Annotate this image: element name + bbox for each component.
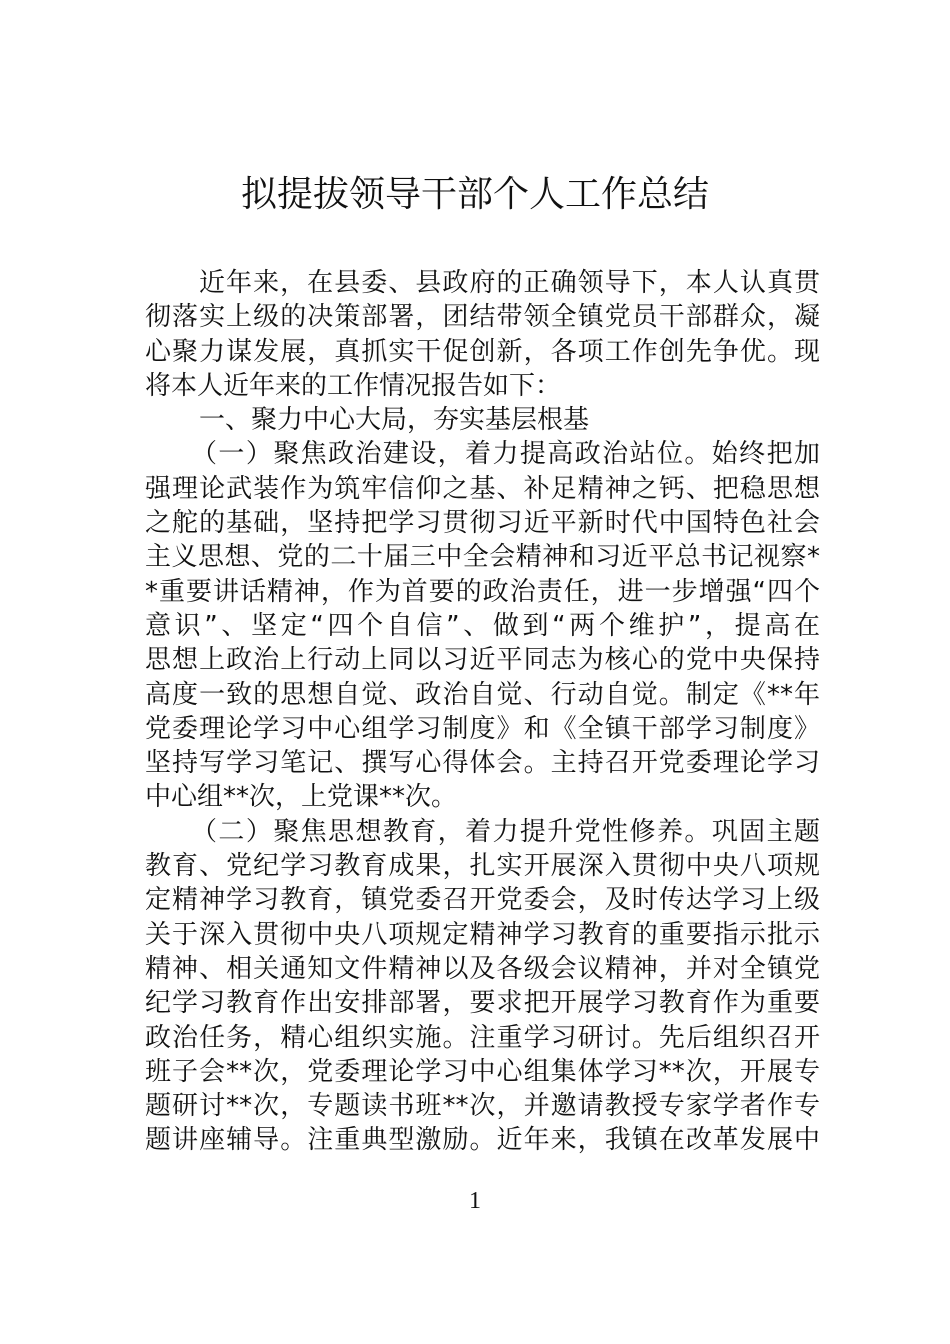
paragraph-line: 题研讨**次，专题读书班**次，并邀请教授专家学者作专 (145, 1091, 820, 1122)
paragraph-line: 关于深入贯彻中央八项规定精神学习教育的重要指示批示 (145, 919, 820, 950)
paragraph-line: 教育、党纪学习教育成果，扎实开展深入贯彻中央八项规 (145, 851, 820, 882)
paragraph-line: *重要讲话精神，作为首要的政治责任，进一步增强“四个 (145, 576, 820, 607)
paragraph-line: 高度一致的思想自觉、政治自觉、行动自觉。制定《**年 (145, 679, 820, 710)
page-number: 1 (469, 1188, 481, 1214)
paragraph-line: 思想上政治上行动上同以习近平同志为核心的党中央保持 (145, 645, 820, 676)
paragraph-line: （一）聚焦政治建设，着力提高政治站位。始终把加 (191, 439, 820, 470)
document-body (145, 266, 820, 1158)
document-title: 拟提拔领导干部个人工作总结 (240, 174, 709, 215)
paragraph-line: 党委理论学习中心组学习制度》和《全镇干部学习制度》 (145, 713, 820, 744)
paragraph-line: 意识”、坚定“四个自信”、做到“两个维护”，提高在 (145, 610, 820, 641)
section-heading: 一、聚力中心大局，夯实基层根基 (199, 405, 590, 436)
paragraph-line: 之舵的基础，坚持把学习贯彻习近平新时代中国特色社会 (145, 508, 820, 539)
paragraph-line: 题讲座辅导。注重典型激励。近年来，我镇在改革发展中 (145, 1125, 820, 1156)
paragraph-line: 政治任务，精心组织实施。注重学习研讨。先后组织召开 (145, 1022, 820, 1053)
paragraph-line: （二）聚焦思想教育，着力提升党性修养。巩固主题 (191, 816, 820, 847)
paragraph-line: 主义思想、党的二十届三中全会精神和习近平总书记视察* (145, 542, 820, 573)
paragraph-line: 定精神学习教育，镇党委召开党委会，及时传达学习上级 (145, 885, 820, 916)
paragraph-line: 班子会**次，党委理论学习中心组集体学习**次，开展专 (145, 1056, 820, 1087)
paragraph-line: 将本人近年来的工作情况报告如下： (145, 370, 562, 401)
paragraph-line: 纪学习教育作出安排部署，要求把开展学习教育作为重要 (145, 988, 820, 1019)
paragraph-line: 精神、相关通知文件精神以及各级会议精神，并对全镇党 (145, 953, 820, 984)
paragraph-line: 心聚力谋发展，真抓实干促创新，各项工作创先争优。现 (145, 336, 820, 367)
paragraph-line: 彻落实上级的决策部署，团结带领全镇党员干部群众，凝 (145, 302, 820, 333)
paragraph-line: 中心组**次，上党课**次。 (145, 782, 458, 813)
paragraph-line: 近年来，在县委、县政府的正确领导下，本人认真贯 (199, 268, 820, 298)
paragraph-line: 坚持写学习笔记、撰写心得体会。主持召开党委理论学习 (145, 748, 820, 779)
paragraph-line: 强理论武装作为筑牢信仰之基、补足精神之钙、把稳思想 (145, 473, 820, 504)
